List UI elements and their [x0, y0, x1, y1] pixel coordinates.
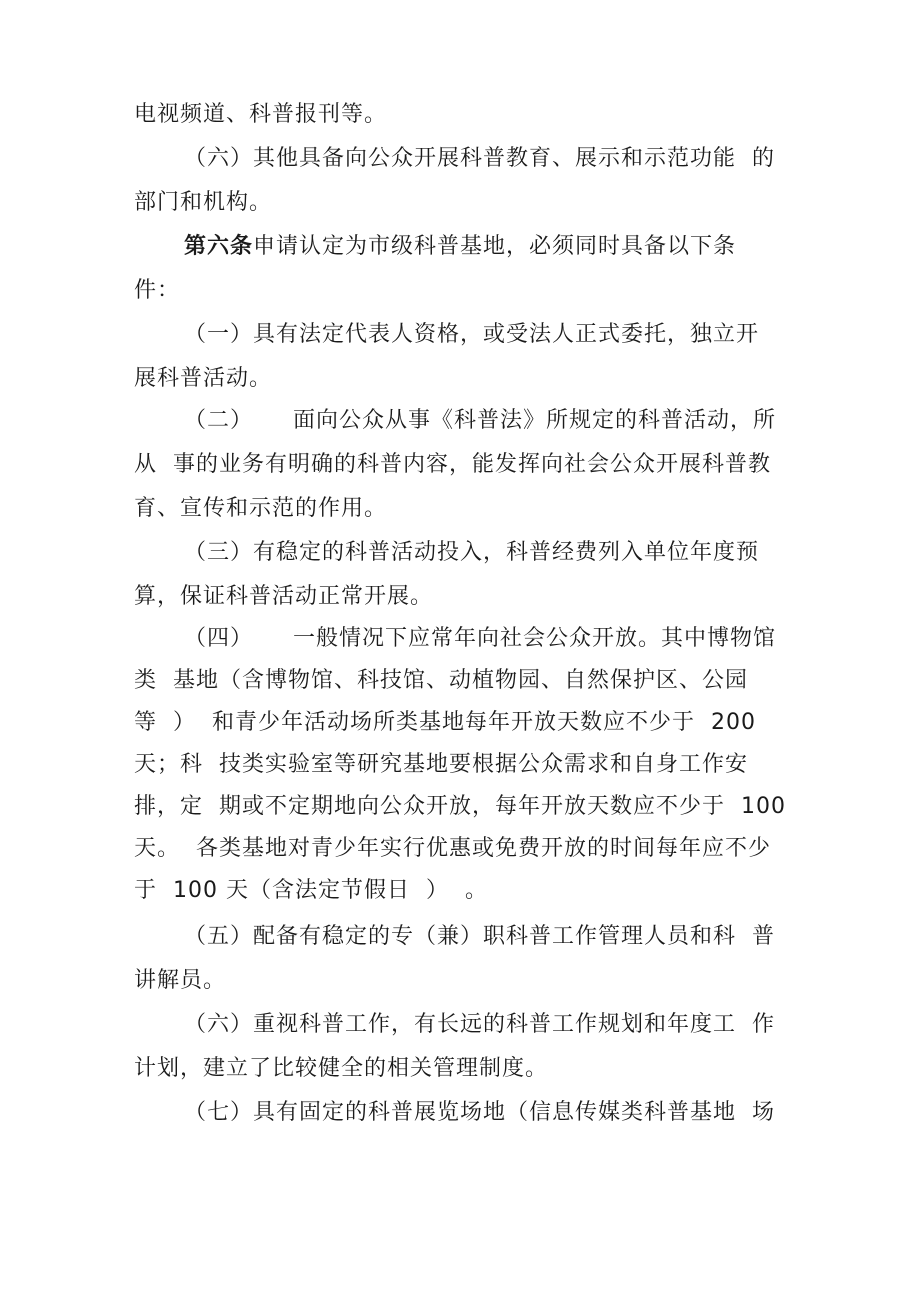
- text-line: （一）具有法定代表人资格，或受法人正式委托，独立开: [184, 322, 760, 347]
- text-line: 从 事的业务有明确的科普内容，能发挥向社会公众开展科普教: [134, 452, 771, 477]
- text-line: 排，定 期或不定期地向公众开放，每年开放天数应不少于 100: [134, 794, 786, 819]
- article-line: [184, 232, 736, 262]
- text-line: （二） 面向公众从事《科普法》所规定的科普活动，所: [184, 408, 776, 433]
- text-line: 天。 各类基地对青少年实行优惠或免费开放的时间每年应不少: [134, 836, 771, 861]
- text-line: 件：: [134, 278, 181, 303]
- text-line: （三）有稳定的科普活动投入，科普经费列入单位年度预: [184, 540, 760, 565]
- text-line: （六）其他具备向公众开展科普教育、展示和示范功能 的: [184, 146, 775, 171]
- text-line: （四） 一般情况下应常年向社会公众开放。其中博物馆: [184, 626, 776, 651]
- text-line: 育、宣传和示范的作用。: [134, 496, 388, 521]
- text-line: 天；科 技类实验室等研究基地要根据公众需求和自身工作安: [134, 752, 748, 777]
- text-line: 讲解员。: [134, 968, 227, 993]
- text-line: 展科普活动。: [134, 366, 273, 391]
- text-line: 部门和机构。: [134, 190, 273, 215]
- text-line: 等 ） 和青少年活动场所类基地每年开放天数应不少于 200: [134, 710, 756, 735]
- text-line: 电视频道、科普报刊等。: [134, 102, 388, 127]
- text-line: （五）配备有稳定的专（兼）职科普工作管理人员和科 普: [184, 924, 775, 949]
- text-line: （七）具有固定的科普展览场地（信息传媒类科普基地 场: [184, 1100, 775, 1125]
- text-line: 于 100 天（含法定节假日 ） 。: [134, 878, 488, 903]
- text-line: （六）重视科普工作，有长远的科普工作规划和年度工 作: [184, 1012, 775, 1037]
- text-line: 计划，建立了比较健全的相关管理制度。: [134, 1056, 549, 1081]
- text-line: 算，保证科普活动正常开展。: [134, 584, 434, 609]
- article-text: 申请认定为市级科普基地，必须同时具备以下条: [253, 234, 737, 259]
- article-heading: 第六条: [184, 234, 254, 259]
- text-line: 类 基地（含博物馆、科技馆、动植物园、自然保护区、公园: [134, 668, 748, 693]
